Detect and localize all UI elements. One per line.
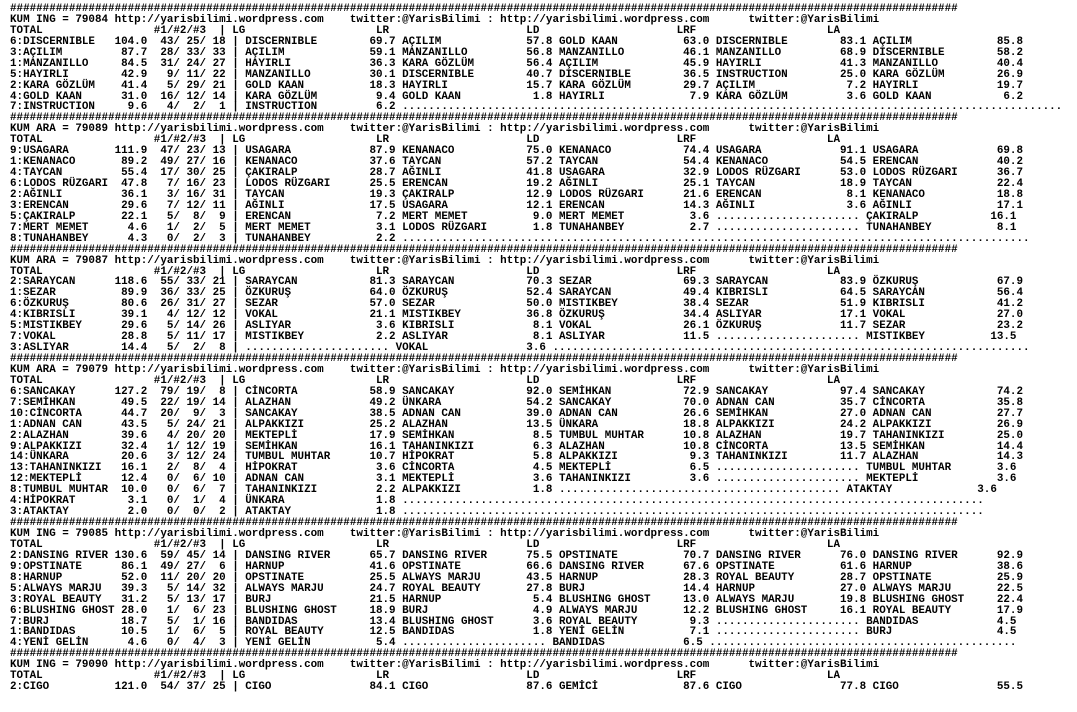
separator-line: ################################################################################################################################################# [10, 112, 958, 125]
table-row: 3:AÇILIM 87.7 28/ 33/ 33 | AÇILIM 59.1 MANZANILLO 56.8 MANZANILLO 46.1 MANZANILLO 68.9 DISCERNIBLE 58.2 [10, 46, 1023, 59]
column-headers: TOTAL #1/#2/#3 | LG LR LD LRF LA [10, 374, 841, 387]
table-row: 13:TAHANINKIZI 16.1 2/ 8/ 4 | HİPOKRAT 3.6 CİNCORTA 4.5 MEKTEPLİ 6.5 ...................... TUMBUL MUHTAR 3.6 [10, 462, 1017, 475]
table-row: 2:CIGO 121.0 54/ 37/ 25 | CIGO 84.1 CIGO 87.6 GEMİCİ 87.6 CIGO 77.8 CIGO 55.5 [10, 681, 1023, 694]
table-row: 10:CİNCORTA 44.7 20/ 9/ 3 | SANCAKAY 38.5 ADNAN CAN 39.0 ADNAN CAN 26.6 SEMİHKAN 27.0 ADNAN CAN 27.7 [10, 407, 1023, 420]
table-row: 6:BLUSHING GHOST 28.0 1/ 6/ 23 | BLUSHING GHOST 18.9 BURJ 4.9 ALWAYS MARJU 12.2 BLUSHING GHOST 16.1 ROYAL BEAUTY 17.9 [10, 604, 1023, 617]
table-row: 2:KARA GÖZLÜM 41.4 5/ 29/ 21 | GOLD KAAN 18.3 HAYIRLI 15.7 KARA GÖZLÜM 29.7 AÇILIM 7.2 HAYIRLI 19.7 [10, 79, 1023, 92]
race-header: KUM ING = 79084 http://yarisbilimi.wordpress.com twitter:@YarisBilimi : http://yarisbilimi.wordpress.com twitter:@YarisBilimi [10, 13, 880, 26]
table-row: 1:SEZAR 89.9 36/ 33/ 25 | ÖZKURUŞ 64.0 ÖZKURUŞ 52.4 SARAYCAN 49.4 KIBRISLI 64.5 SARAYCAN 56.4 [10, 287, 1023, 300]
table-row: 5:ALWAYS MARJU 39.3 5/ 14/ 32 | ALWAYS MARJU 24.7 ROYAL BEAUTY 27.8 BURJ 14.4 HARNUP 27.0 ALWAYS MARJU 22.5 [10, 582, 1023, 595]
table-row: 9:USAGARA 111.9 47/ 23/ 13 | USAGARA 87.9 KENANACO 75.0 KENANACO 74.4 USAGARA 91.1 USAGARA 69.8 [10, 145, 1023, 158]
table-row: 1:ADNAN CAN 43.5 5/ 24/ 21 | ALPAKKIZI 25.2 ALAZHAN 13.5 ÜNKARA 18.8 ALPAKKIZI 24.2 ALPAKKIZI 26.9 [10, 418, 1023, 431]
table-row: 1:BANDIDAS 10.5 1/ 6/ 5 | ROYAL BEAUTY 12.5 BANDIDAS 1.8 YENİ GELİN 7.1 ...................... BURJ 4.5 [10, 626, 1017, 639]
table-row: 2:DANSING RIVER 130.6 59/ 45/ 14 | DANSING RIVER 65.7 DANSING RIVER 75.5 OPSTINATE 70.7 DANSING RIVER 76.0 DANSING RIVER 92.9 [10, 549, 1023, 562]
separator-line: ################################################################################################################################################# [10, 648, 958, 661]
table-row: 4:YENİ GELİN 4.6 0/ 4/ 3 | YENİ GELİN 5.4 ...................... BANDIDAS 6.5 ............................................... [10, 637, 1017, 650]
table-row: 12:MEKTEPLİ 12.4 0/ 6/ 10 | ADNAN CAN 3.1 MEKTEPLİ 3.6 TAHANINKIZI 3.6 ...................... MEKTEPLİ 3.6 [10, 473, 1017, 486]
table-row: 7:VOKAL 28.8 5/ 11/ 17 | MISTIKBEY 2.2 ASLIYAR 8.1 ASLIYAR 11.5 ...................... MISTIKBEY 13.5 [10, 331, 1017, 344]
table-row: 2:SARAYCAN 118.6 55/ 33/ 21 | SARAYCAN 81.3 SARAYCAN 70.3 SEZAR 69.3 SARAYCAN 83.9 ÖZKURUŞ 67.9 [10, 276, 1023, 289]
table-row: 2:ALAZHAN 39.6 4/ 20/ 20 | MEKTEPLİ 17.9 SEMİHKAN 8.5 TUMBUL MUHTAR 10.8 ALAZHAN 19.7 TAHANINKIZI 25.0 [10, 429, 1023, 442]
table-row: 8:TUMBUL MUHTAR 10.0 0/ 6/ 7 | TAHANINKIZI 2.2 ALPAKKIZI 1.8 ........................................... ATAKTAY 3.6 [10, 484, 997, 497]
table-row: 3:ATAKTAY 2.0 0/ 0/ 2 | ATAKTAY 1.8 ......................................................................................... [10, 506, 984, 519]
table-row: 8:TUNAHANBEY 4.3 0/ 2/ 3 | TUNAHANBEY 2.2 ................................................................................................ [10, 232, 1030, 245]
table-row: 3:ERENCAN 29.6 7/ 12/ 11 | AĞINLI 17.5 USAGARA 12.1 ERENCAN 14.3 AĞINLI 3.6 AĞINLI 17.1 [10, 199, 1023, 212]
table-row: 6:ÖZKURUŞ 80.6 26/ 31/ 27 | SEZAR 57.0 SEZAR 50.0 MISTIKBEY 38.4 SEZAR 51.9 KIBRISLI 41.2 [10, 298, 1023, 311]
race-header: KUM ING = 79085 http://yarisbilimi.wordpress.com twitter:@YarisBilimi : http://yarisbilimi.wordpress.com twitter:@YarisBilimi [10, 528, 880, 540]
separator-line: ################################################################################################################################################# [10, 243, 958, 256]
table-row: 9:ALPAKKIZI 32.4 1/ 12/ 19 | SEMİHKAN 16.1 TAHANINKIZI 6.3 ALAZHAN 10.8 CİNCORTA 13.5 SEMİHKAN 14.4 [10, 440, 1023, 453]
separator-line: ################################################################################################################################################# [10, 517, 958, 530]
separator-line: ################################################################################################################################################# [10, 3, 958, 15]
table-row: 6:LODOS RÜZGARI 47.8 7/ 16/ 23 | LODOS RÜZGARI 25.5 ERENCAN 19.2 AĞINLI 25.1 TAYCAN 18.9 TAYCAN 22.4 [10, 178, 1023, 190]
column-headers: TOTAL #1/#2/#3 | LG LR LD LRF LA [10, 670, 841, 683]
table-row: 4:HİPOKRAT 3.1 0/ 1/ 4 | ÜNKARA 1.8 ......................................................................................... [10, 495, 984, 508]
table-row: 9:OPSTINATE 86.1 49/ 27/ 6 | HARNUP 41.6 OPSTINATE 66.6 DANSING RIVER 67.6 OPSTINATE 61.6 HARNUP 38.6 [10, 560, 1023, 573]
table-row: 1:KENANACO 89.2 49/ 27/ 16 | KENANACO 37.6 TAYCAN 57.2 TAYCAN 54.4 KENANACO 54.5 ERENCAN 40.2 [10, 156, 1023, 169]
table-row: 14:ÜNKARA 20.6 3/ 12/ 24 | TUMBUL MUHTAR 10.7 HİPOKRAT 5.8 ALPAKKIZI 9.3 TAHANINKIZI 11.7 ALAZHAN 14.3 [10, 451, 1023, 464]
table-row: 1:MANZANILLO 84.5 31/ 24/ 27 | HAYIRLI 36.3 KARA GÖZLÜM 56.4 AÇILIM 45.9 HAYIRLI 41.3 MANZANILLO 40.4 [10, 57, 1023, 70]
race-header: KUM ARA = 79087 http://yarisbilimi.wordpress.com twitter:@YarisBilimi : http://yarisbilimi.wordpress.com twitter:@YarisBilimi [10, 254, 880, 267]
table-row: 5:HAYIRLI 42.9 9/ 11/ 22 | MANZANILLO 30.1 DISCERNIBLE 40.7 DISCERNIBLE 36.5 INSTRUCTION 25.0 KARA GÖZLÜM 26.9 [10, 68, 1023, 81]
race-header: KUM ING = 79090 http://yarisbilimi.wordpress.com twitter:@YarisBilimi : http://yarisbilimi.wordpress.com twitter:@YarisBilimi [10, 659, 880, 672]
table-row: 7:BURJ 18.7 5/ 1/ 16 | BANDIDAS 13.4 BLUSHING GHOST 3.6 ROYAL BEAUTY 9.3 ...................... BANDIDAS 4.5 [10, 615, 1017, 628]
column-headers: TOTAL #1/#2/#3 | LG LR LD LRF LA [10, 24, 841, 37]
column-headers: TOTAL #1/#2/#3 | LG LR LD LRF LA [10, 134, 841, 147]
separator-line: ################################################################################################################################################# [10, 353, 958, 365]
table-row: 6:SANCAKAY 127.2 79/ 19/ 8 | CİNCORTA 58.9 SANCAKAY 92.0 SEMİHKAN 72.9 SANCAKAY 97.4 SANCAKAY 74.2 [10, 385, 1023, 398]
column-headers: TOTAL #1/#2/#3 | LG LR LD LRF LA [10, 538, 841, 551]
table-row: 8:HARNUP 52.0 11/ 20/ 20 | OPSTINATE 25.5 ALWAYS MARJU 43.5 HARNUP 28.3 ROYAL BEAUTY 28.7 OPSTINATE 25.9 [10, 571, 1023, 584]
table-row: 5:ÇAKIRALP 22.1 5/ 8/ 9 | ERENCAN 7.2 MERT MEMET 9.0 MERT MEMET 3.6 ...................... ÇAKIRALP 16.1 [10, 210, 1017, 223]
table-row: 5:MISTIKBEY 29.6 5/ 14/ 26 | ASLIYAR 3.6 KIBRISLI 8.1 VOKAL 26.1 ÖZKURUŞ 11.7 SEZAR 23.2 [10, 320, 1023, 333]
table-row: 7:INSTRUCTION 9.6 4/ 2/ 1 | INSTRUCTION 6.2 ..................................................................................................... [10, 101, 1063, 114]
table-row: 2:AĞINLI 36.1 3/ 16/ 31 | TAYCAN 19.3 ÇAKIRALP 12.9 LODOS RÜZGARI 21.6 ERENCAN 8.1 KENANACO 18.8 [10, 188, 1023, 201]
table-row: 3:ASLIYAR 14.4 5/ 2/ 8 | ...................... VOKAL 3.6 ......................................................................... [10, 342, 1030, 355]
table-row: 6:DISCERNIBLE 104.0 43/ 25/ 18 | DISCERNIBLE 69.7 AÇILIM 57.8 GOLD KAAN 63.0 DISCERNIBLE 83.1 AÇILIM 85.8 [10, 35, 1023, 48]
race-header: KUM ARA = 79089 http://yarisbilimi.wordpress.com twitter:@YarisBilimi : http://yarisbilimi.wordpress.com twitter:@YarisBilimi [10, 123, 880, 136]
table-row: 4:GOLD KAAN 31.0 16/ 12/ 14 | KARA GÖZLÜM 9.4 GOLD KAAN 1.8 HAYIRLI 7.9 KARA GÖZLÜM 3.6 GOLD KAAN 6.2 [10, 90, 1023, 103]
table-row: 3:ROYAL BEAUTY 31.2 5/ 13/ 17 | BURJ 21.5 HARNUP 5.4 BLUSHING GHOST 13.0 ALWAYS MARJU 19.8 BLUSHING GHOST 22.4 [10, 593, 1023, 606]
table-row: 7:SEMİHKAN 49.5 22/ 19/ 14 | ALAZHAN 49.2 ÜNKARA 54.2 SANCAKAY 70.0 ADNAN CAN 35.7 CİNCORTA 35.8 [10, 396, 1023, 409]
table-row: 4:TAYCAN 55.4 17/ 30/ 25 | ÇAKIRALP 28.7 AĞINLI 41.8 USAGARA 32.9 LODOS RÜZGARI 53.0 LODOS RÜZGARI 36.7 [10, 167, 1023, 180]
race-header: KUM ARA = 79079 http://yarisbilimi.wordpress.com twitter:@YarisBilimi : http://yarisbilimi.wordpress.com twitter:@YarisBilimi [10, 363, 880, 376]
table-row: 7:MERT MEMET 4.6 1/ 2/ 5 | MERT MEMET 3.1 LODOS RÜZGARI 1.8 TUNAHANBEY 2.7 ...................... TUNAHANBEY 8.1 [10, 221, 1017, 234]
table-row: 4:KIBRISLI 39.1 4/ 12/ 12 | VOKAL 21.1 MISTIKBEY 36.8 ÖZKURUŞ 34.4 ASLIYAR 17.1 VOKAL 27.0 [10, 309, 1023, 322]
column-headers: TOTAL #1/#2/#3 | LG LR LD LRF LA [10, 265, 841, 278]
